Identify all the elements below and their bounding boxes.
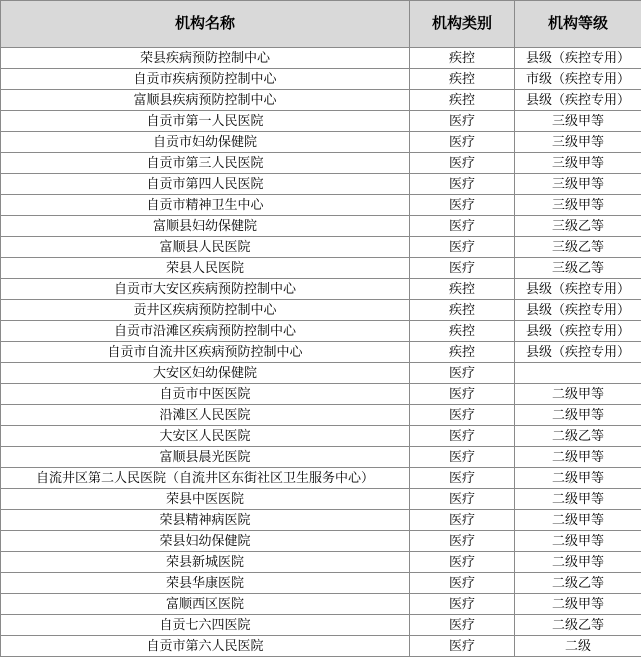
table-row — [1, 594, 641, 615]
cell-type: 医疗 — [410, 489, 515, 510]
cell-type: 医疗 — [410, 426, 515, 447]
cell-level: 二级乙等 — [515, 615, 641, 636]
table-row — [1, 195, 641, 216]
cell-name: 荣县华康医院 — [1, 573, 410, 594]
table-header — [1, 1, 641, 48]
cell-name: 富顺县人民医院 — [1, 237, 410, 258]
cell-name: 荣县中医医院 — [1, 489, 410, 510]
cell-name: 沿滩区人民医院 — [1, 405, 410, 426]
cell-name: 荣县新城医院 — [1, 552, 410, 573]
cell-type: 医疗 — [410, 258, 515, 279]
cell-level: 二级甲等 — [515, 447, 641, 468]
table-row — [1, 111, 641, 132]
cell-type: 医疗 — [410, 573, 515, 594]
cell-name: 自贡市妇幼保健院 — [1, 132, 410, 153]
cell-type: 医疗 — [410, 615, 515, 636]
table-row — [1, 468, 641, 489]
cell-name: 自贡市沿滩区疾病预防控制中心 — [1, 321, 410, 342]
cell-level: 市级（疾控专用） — [515, 69, 641, 90]
cell-type: 疾控 — [410, 48, 515, 69]
cell-name: 自贡市中医医院 — [1, 384, 410, 405]
cell-name: 自贡市大安区疾病预防控制中心 — [1, 279, 410, 300]
cell-name: 大安区人民医院 — [1, 426, 410, 447]
cell-level: 二级甲等 — [515, 489, 641, 510]
cell-type: 医疗 — [410, 594, 515, 615]
table-row — [1, 636, 641, 657]
cell-type: 医疗 — [410, 636, 515, 657]
cell-name: 富顺县疾病预防控制中心 — [1, 90, 410, 111]
cell-level: 二级甲等 — [515, 594, 641, 615]
cell-level: 县级（疾控专用） — [515, 90, 641, 111]
cell-type: 医疗 — [410, 405, 515, 426]
cell-type: 疾控 — [410, 69, 515, 90]
cell-name: 荣县人民医院 — [1, 258, 410, 279]
cell-level — [515, 363, 641, 384]
table-row — [1, 552, 641, 573]
table-row — [1, 237, 641, 258]
table-row — [1, 48, 641, 69]
cell-type: 医疗 — [410, 510, 515, 531]
table-row — [1, 363, 641, 384]
table-row — [1, 384, 641, 405]
cell-name: 自贡市疾病预防控制中心 — [1, 69, 410, 90]
table-row — [1, 300, 641, 321]
table-row — [1, 447, 641, 468]
cell-level: 县级（疾控专用） — [515, 321, 641, 342]
table-row — [1, 426, 641, 447]
cell-type: 疾控 — [410, 300, 515, 321]
table-row — [1, 342, 641, 363]
cell-name: 自贡市自流井区疾病预防控制中心 — [1, 342, 410, 363]
cell-name: 富顺县妇幼保健院 — [1, 216, 410, 237]
cell-level: 三级乙等 — [515, 258, 641, 279]
table-row — [1, 279, 641, 300]
cell-name: 自流井区第二人民医院（自流井区东街社区卫生服务中心） — [1, 468, 410, 489]
table-row — [1, 69, 641, 90]
cell-level: 县级（疾控专用） — [515, 48, 641, 69]
column-header-level: 机构等级 — [515, 1, 641, 48]
cell-level: 县级（疾控专用） — [515, 300, 641, 321]
cell-name: 贡井区疾病预防控制中心 — [1, 300, 410, 321]
cell-level: 三级甲等 — [515, 195, 641, 216]
table-row — [1, 573, 641, 594]
cell-name: 自贡市第四人民医院 — [1, 174, 410, 195]
cell-type: 医疗 — [410, 237, 515, 258]
cell-type: 医疗 — [410, 384, 515, 405]
cell-type: 医疗 — [410, 153, 515, 174]
cell-name: 荣县精神病医院 — [1, 510, 410, 531]
table-row — [1, 90, 641, 111]
table-row — [1, 405, 641, 426]
cell-level: 三级乙等 — [515, 237, 641, 258]
cell-name: 自贡市精神卫生中心 — [1, 195, 410, 216]
cell-type: 医疗 — [410, 174, 515, 195]
cell-level: 三级甲等 — [515, 153, 641, 174]
table-row — [1, 216, 641, 237]
cell-type: 疾控 — [410, 279, 515, 300]
cell-type: 疾控 — [410, 90, 515, 111]
table-row — [1, 489, 641, 510]
cell-level: 二级甲等 — [515, 552, 641, 573]
cell-type: 医疗 — [410, 552, 515, 573]
cell-name: 荣县疾病预防控制中心 — [1, 48, 410, 69]
column-header-name: 机构名称 — [1, 1, 410, 48]
table-row — [1, 531, 641, 552]
table-row — [1, 258, 641, 279]
cell-name: 自贡市第一人民医院 — [1, 111, 410, 132]
cell-type: 疾控 — [410, 342, 515, 363]
cell-level: 县级（疾控专用） — [515, 342, 641, 363]
cell-name: 自贡市第六人民医院 — [1, 636, 410, 657]
cell-type: 医疗 — [410, 447, 515, 468]
table-body — [1, 48, 641, 657]
cell-name: 自贡市第三人民医院 — [1, 153, 410, 174]
cell-type: 医疗 — [410, 531, 515, 552]
cell-level: 二级甲等 — [515, 510, 641, 531]
column-header-type: 机构类别 — [410, 1, 515, 48]
cell-level: 三级甲等 — [515, 174, 641, 195]
cell-level: 二级甲等 — [515, 468, 641, 489]
cell-type: 医疗 — [410, 216, 515, 237]
cell-name: 大安区妇幼保健院 — [1, 363, 410, 384]
cell-level: 二级乙等 — [515, 426, 641, 447]
cell-type: 医疗 — [410, 363, 515, 384]
cell-name: 自贡七六四医院 — [1, 615, 410, 636]
cell-type: 医疗 — [410, 195, 515, 216]
cell-level: 二级甲等 — [515, 531, 641, 552]
cell-level: 二级 — [515, 636, 641, 657]
table-row — [1, 321, 641, 342]
cell-level: 二级甲等 — [515, 384, 641, 405]
table-row — [1, 132, 641, 153]
cell-level: 县级（疾控专用） — [515, 279, 641, 300]
cell-type: 医疗 — [410, 132, 515, 153]
table-row — [1, 174, 641, 195]
table-row — [1, 615, 641, 636]
cell-type: 医疗 — [410, 111, 515, 132]
table-row — [1, 153, 641, 174]
cell-type: 疾控 — [410, 321, 515, 342]
cell-level: 二级乙等 — [515, 573, 641, 594]
cell-level: 三级乙等 — [515, 216, 641, 237]
cell-type: 医疗 — [410, 468, 515, 489]
cell-level: 二级甲等 — [515, 405, 641, 426]
cell-level: 三级甲等 — [515, 111, 641, 132]
cell-level: 三级甲等 — [515, 132, 641, 153]
cell-name: 富顺西区医院 — [1, 594, 410, 615]
table-row — [1, 510, 641, 531]
table-header-row — [1, 1, 641, 48]
cell-name: 富顺县晨光医院 — [1, 447, 410, 468]
cell-name: 荣县妇幼保健院 — [1, 531, 410, 552]
